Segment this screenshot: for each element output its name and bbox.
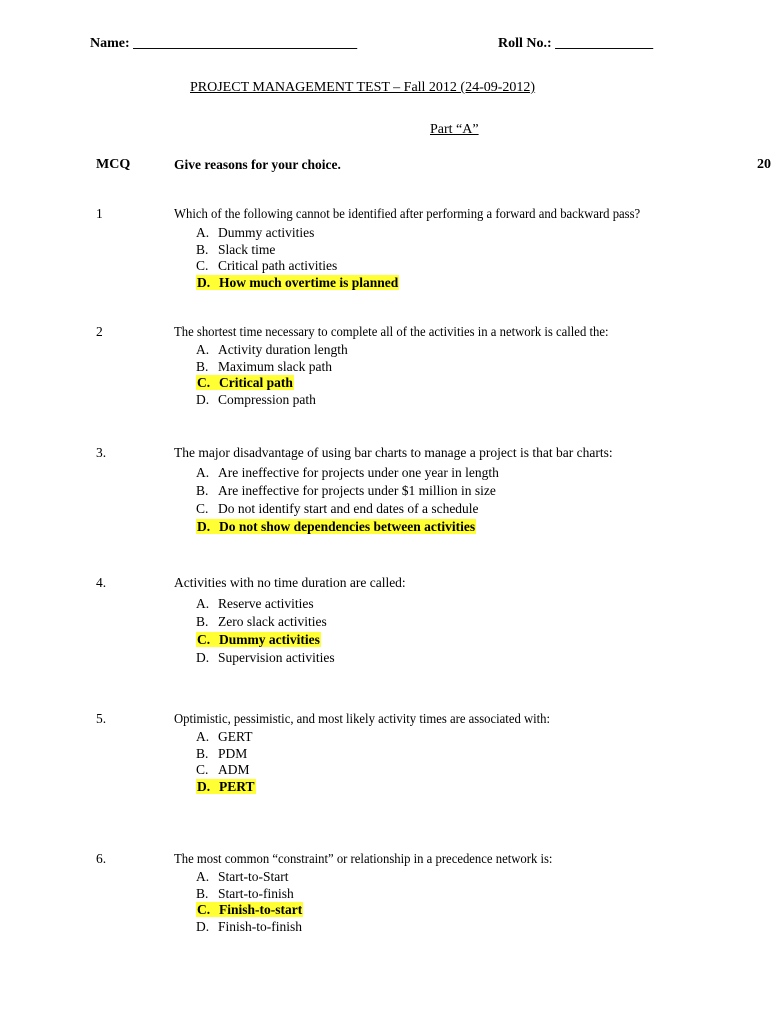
option-text: Supervision activities xyxy=(218,650,335,665)
option-letter: D. xyxy=(196,650,210,665)
option-text: PDM xyxy=(218,745,248,761)
option-letter: B. xyxy=(196,614,209,629)
question-number: 2 xyxy=(96,324,103,339)
answer-option-highlighted xyxy=(196,275,399,292)
option-text: GERT xyxy=(218,729,253,744)
answer-option xyxy=(196,465,499,482)
answer-option xyxy=(196,483,496,500)
answer-option xyxy=(196,225,314,242)
answer-option xyxy=(196,596,314,613)
roll-blank: ______________ xyxy=(555,36,654,51)
option-letter: D. xyxy=(197,519,211,534)
question-text: Activities with no time duration are called: xyxy=(174,575,406,590)
option-text: Dummy activities xyxy=(219,632,320,647)
option-letter: D. xyxy=(197,778,211,794)
question-number: 6. xyxy=(96,851,107,866)
option-text: Slack time xyxy=(218,241,276,257)
answer-option xyxy=(196,392,316,409)
section-instruction: Give reasons for your choice. xyxy=(174,157,341,172)
option-letter: D. xyxy=(196,918,210,934)
question-text: The shortest time necessary to complete all of the activities in a network is called the: xyxy=(174,324,609,339)
answer-option xyxy=(196,258,337,275)
question-text: Which of the following cannot be identified after performing a forward and backward pass? xyxy=(174,206,641,221)
answer-option xyxy=(196,242,275,259)
option-letter: B. xyxy=(196,358,209,374)
section-marks: 20 xyxy=(757,157,771,172)
option-letter: C. xyxy=(197,375,211,390)
option-text: Do not identify start and end dates of a schedule xyxy=(218,501,479,516)
name-blank: ________________________________ xyxy=(133,36,358,51)
question-number: 5. xyxy=(96,711,107,726)
option-letter: B. xyxy=(196,745,209,761)
name-label: Name: xyxy=(90,36,130,51)
option-letter: B. xyxy=(196,241,209,257)
option-text: Zero slack activities xyxy=(218,614,327,629)
answer-option-highlighted xyxy=(196,375,294,392)
option-text: Maximum slack path xyxy=(218,358,332,374)
answer-option xyxy=(196,614,327,631)
option-text: Finish-to-finish xyxy=(218,918,303,934)
answer-option-highlighted xyxy=(196,632,321,649)
part-heading: Part “A” xyxy=(430,122,479,137)
option-letter: C. xyxy=(196,501,209,516)
section-label: MCQ xyxy=(96,157,131,172)
option-text: Activity duration length xyxy=(218,342,348,357)
answer-option xyxy=(196,919,302,936)
option-text: Dummy activities xyxy=(218,225,315,240)
question-number: 3. xyxy=(96,445,107,460)
test-title: PROJECT MANAGEMENT TEST – Fall 2012 (24-09-2012) xyxy=(190,80,536,95)
answer-option-highlighted xyxy=(196,779,256,796)
option-letter: B. xyxy=(196,483,209,498)
option-text: Critical path activities xyxy=(218,258,338,273)
answer-option xyxy=(196,342,348,359)
option-text: Reserve activities xyxy=(218,596,314,611)
option-letter: C. xyxy=(196,258,209,273)
answer-option-highlighted xyxy=(196,902,303,919)
option-text: Start-to-Start xyxy=(218,869,289,884)
option-letter: D. xyxy=(197,274,211,290)
option-letter: C. xyxy=(197,632,211,647)
option-letter: A. xyxy=(196,225,210,240)
option-text: Are ineffective for projects under one year in length xyxy=(218,465,499,480)
answer-option xyxy=(196,650,335,667)
option-text: Are ineffective for projects under $1 million in size xyxy=(218,483,496,498)
option-text: Start-to-finish xyxy=(218,885,294,901)
option-text: PERT xyxy=(219,778,255,794)
option-letter: A. xyxy=(196,729,210,744)
roll-number-field xyxy=(498,36,653,52)
option-letter: B. xyxy=(196,885,209,901)
answer-option xyxy=(196,762,250,779)
option-text: Do not show dependencies between activities xyxy=(219,519,476,534)
option-letter: A. xyxy=(196,869,210,884)
answer-option xyxy=(196,869,289,886)
answer-option xyxy=(196,729,252,746)
answer-option xyxy=(196,501,479,518)
question-text: The major disadvantage of using bar charts to manage a project is that bar charts: xyxy=(174,445,613,460)
question-text: Optimistic, pessimistic, and most likely activity times are associated with: xyxy=(174,711,551,726)
option-letter: C. xyxy=(196,762,209,777)
answer-option xyxy=(196,746,247,763)
answer-option xyxy=(196,886,294,903)
option-letter: A. xyxy=(196,465,210,480)
option-letter: C. xyxy=(197,902,211,917)
option-letter: D. xyxy=(196,391,210,407)
option-text: Finish-to-start xyxy=(219,902,303,917)
option-letter: A. xyxy=(196,342,210,357)
option-text: ADM xyxy=(218,762,250,777)
question-number: 1 xyxy=(96,206,103,221)
option-text: How much overtime is planned xyxy=(219,274,399,290)
roll-label: Roll No.: xyxy=(498,36,552,51)
option-text: Critical path xyxy=(219,375,293,390)
option-text: Compression path xyxy=(218,391,316,407)
question-number: 4. xyxy=(96,575,107,590)
option-letter: A. xyxy=(196,596,210,611)
answer-option-highlighted xyxy=(196,519,476,536)
question-text: The most common “constraint” or relationship in a precedence network is: xyxy=(174,851,553,866)
answer-option xyxy=(196,359,332,376)
name-field xyxy=(90,36,357,52)
